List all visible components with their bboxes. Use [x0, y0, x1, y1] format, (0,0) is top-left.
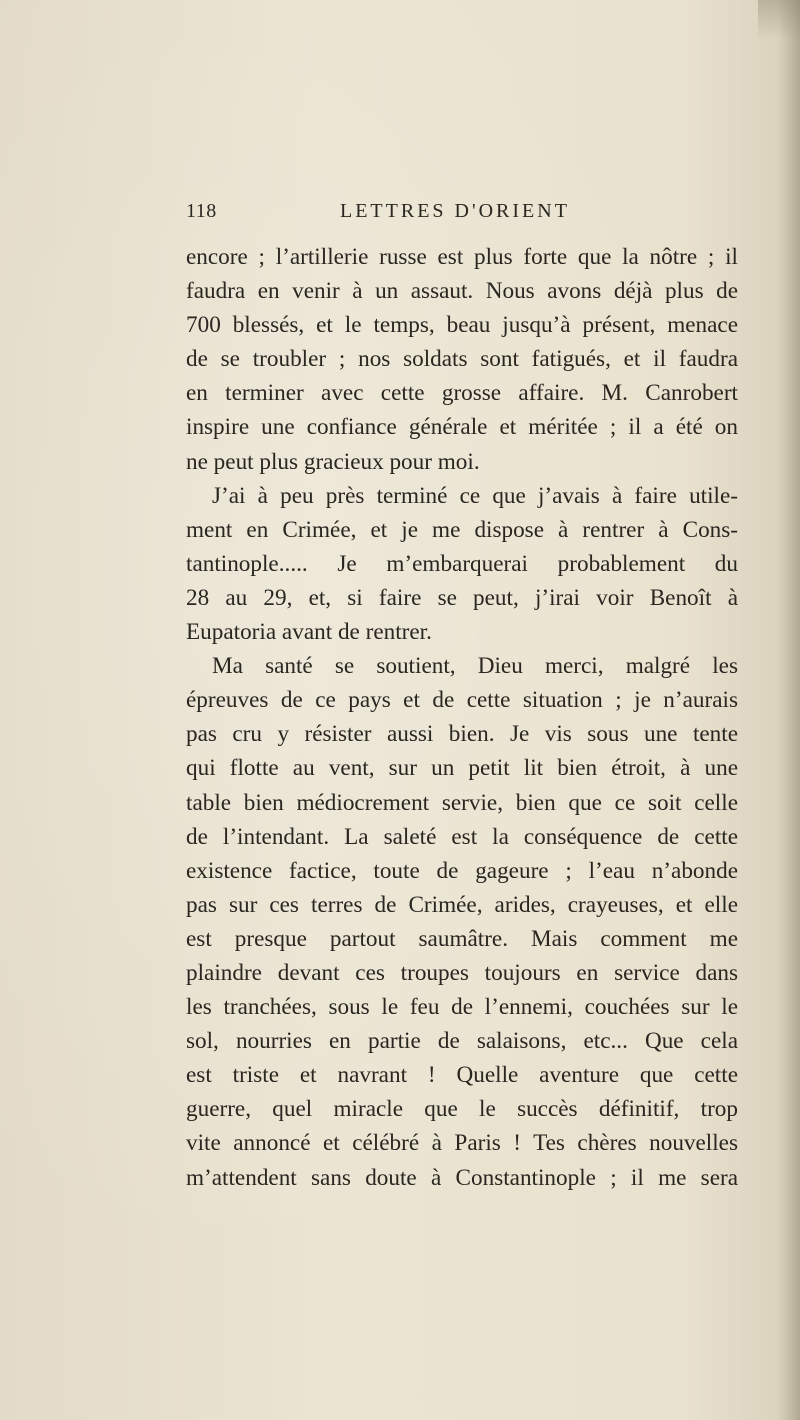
text-line: faudra en venir à un assaut. Nous avons déjà plus de	[186, 278, 738, 305]
text-line: en terminer avec cette grosse affaire. M. Canrobert	[186, 380, 738, 407]
text-line: J’ai à peu près terminé ce que j’avais à faire utile-	[212, 482, 738, 509]
text-line: pas sur ces terres de Crimée, arides, crayeuses, et elle	[186, 891, 738, 918]
page-edge-shadow	[778, 0, 800, 1420]
text-line: plaindre devant ces troupes toujours en service dans	[186, 959, 738, 986]
text-line: les tranchées, sous le feu de l’ennemi, couchées sur le	[186, 994, 738, 1021]
page-number: 118	[186, 200, 217, 222]
text-line: de se troubler ; nos soldats sont fatigués, et il faudra	[186, 346, 738, 373]
text-line: 700 blessés, et le temps, beau jusqu’à présent, menace	[186, 312, 738, 339]
text-line: épreuves de ce pays et de cette situation ; je n’aurais	[186, 687, 738, 714]
text-line: m’attendent sans doute à Constantinople ; il me sera	[186, 1164, 738, 1191]
text-line: sol, nourries en partie de salaisons, etc... Que cela	[186, 1028, 738, 1055]
text-line: est triste et navrant ! Quelle aventure que cette	[186, 1062, 738, 1089]
text-line: existence factice, toute de gageure ; l’eau n’abonde	[186, 857, 738, 884]
text-line: pas cru y résister aussi bien. Je vis sous une tente	[186, 721, 738, 748]
text-line: est presque partout saumâtre. Mais comment me	[186, 925, 738, 952]
text-line: ment en Crimée, et je me dispose à rentrer à Cons-	[186, 516, 738, 543]
text-line: tantinople..... Je m’embarquerai probablement du	[186, 550, 738, 577]
text-line: Ma santé se soutient, Dieu merci, malgré les	[212, 653, 738, 680]
text-line: Eupatoria avant de rentrer.	[186, 619, 432, 646]
text-line: qui flotte au vent, sur un petit lit bien étroit, à une	[186, 755, 738, 782]
text-line: 28 au 29, et, si faire se peut, j’irai voir Benoît à	[186, 584, 738, 611]
text-line: guerre, quel miracle que le succès définitif, trop	[186, 1096, 738, 1123]
text-line: ne peut plus gracieux pour moi.	[186, 448, 480, 475]
text-line: table bien médiocrement servie, bien que ce soit celle	[186, 789, 738, 816]
page-header	[186, 200, 738, 230]
text-line: vite annoncé et célébré à Paris ! Tes chères nouvelles	[186, 1130, 738, 1157]
page-corner-shading	[758, 0, 800, 40]
running-title: LETTRES D'ORIENT	[340, 200, 570, 222]
text-line: inspire une confiance générale et méritée ; il a été on	[186, 414, 738, 441]
body-text	[186, 240, 738, 1195]
text-line: de l’intendant. La saleté est la conséquence de cette	[186, 823, 738, 850]
text-line: encore ; l’artillerie russe est plus forte que la nôtre ; il	[186, 244, 738, 270]
